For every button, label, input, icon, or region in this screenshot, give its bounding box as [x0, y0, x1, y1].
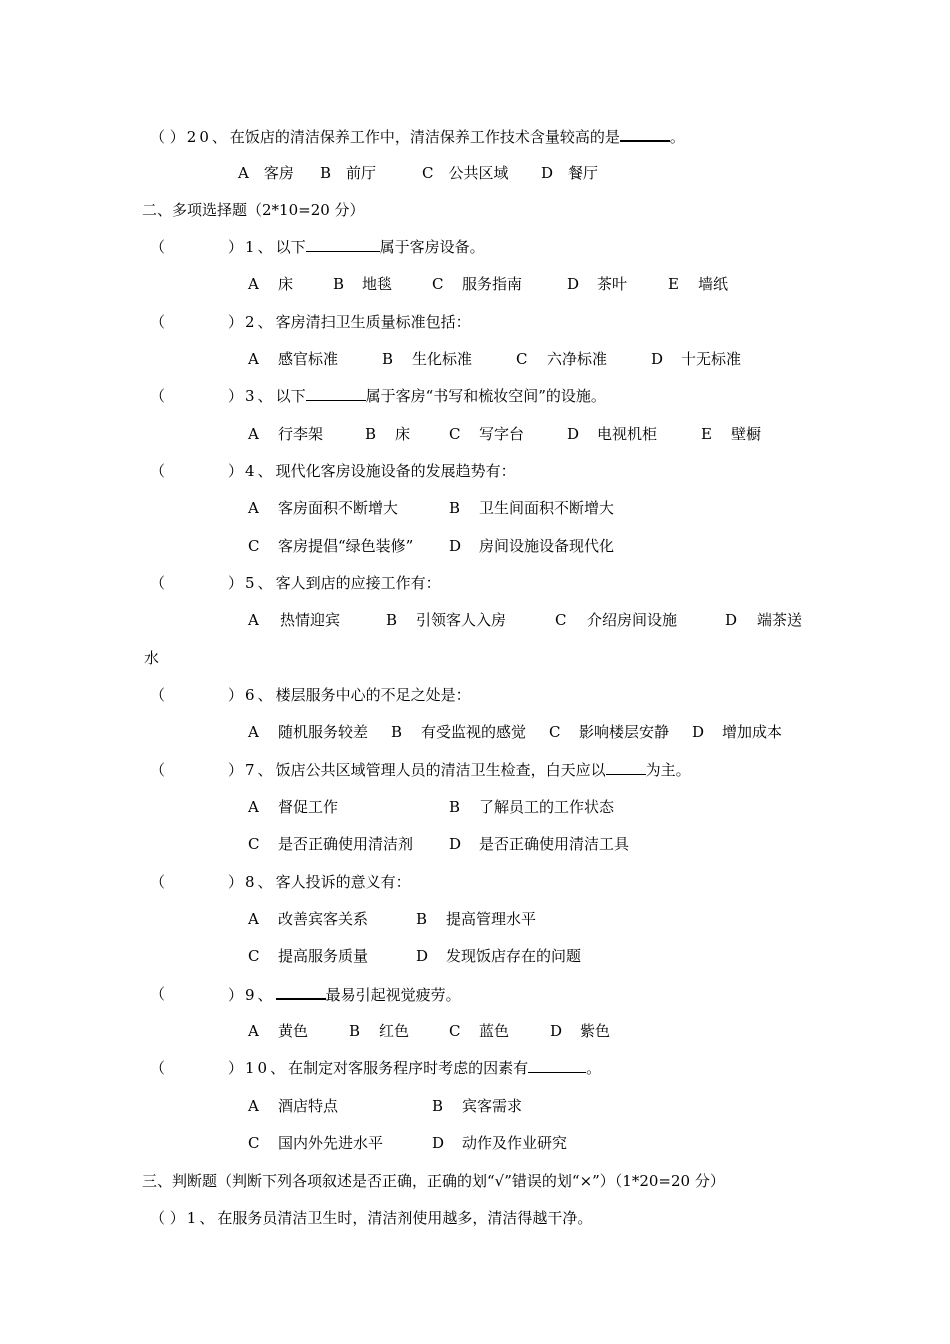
option-text: 是否正确使用清洁剂: [278, 835, 414, 853]
option-letter: D: [567, 425, 580, 443]
question-8: [228, 872, 411, 892]
option-text: 感官标准: [278, 350, 339, 368]
option-letter: B: [391, 723, 403, 741]
answer-paren: （ ）: [150, 128, 185, 146]
question-number: 20、: [186, 128, 230, 146]
answer-paren-close: ）: [228, 387, 244, 405]
question-text: 客人投诉的意义有：: [275, 873, 411, 891]
option-letter: A: [248, 611, 259, 629]
option-text-wrap: 水: [144, 649, 160, 667]
option-letter: D: [416, 947, 429, 965]
question-text: 属于客房“书写和梳妆空间”的设施。: [365, 387, 606, 405]
answer-paren-open: （: [150, 462, 166, 480]
option-letter: B: [432, 1097, 444, 1115]
question-text: 为主。: [645, 761, 691, 779]
option-text: 提高服务质量: [278, 947, 369, 965]
judge-question-1: [150, 1208, 592, 1228]
option-text: 房间设施设备现代化: [479, 537, 615, 555]
option-letter: A: [248, 1097, 259, 1115]
option-letter: D: [725, 611, 738, 629]
option-text: 提高管理水平: [446, 910, 537, 928]
answer-paren-open: （: [150, 574, 166, 592]
option-letter: C: [516, 350, 528, 368]
answer-paren-open: （: [150, 238, 166, 256]
answer-blank: [306, 237, 380, 252]
answer-paren-close: ）: [228, 761, 244, 779]
answer-paren-close: ）: [228, 986, 244, 1004]
option-letter: C: [449, 1022, 461, 1040]
answer-blank: [276, 984, 326, 1000]
question-number: 10、: [245, 1059, 289, 1077]
question-number: 1、: [186, 1209, 218, 1227]
option-text: 地毯: [362, 275, 393, 293]
option-a: A 客房: [238, 164, 294, 182]
question-text: 属于客房设备。: [379, 238, 485, 256]
answer-paren: （ ）: [150, 1209, 185, 1227]
option-letter: D: [651, 350, 664, 368]
option-letter: B: [416, 910, 428, 928]
option-letter: A: [248, 275, 259, 293]
answer-blank: [306, 386, 366, 401]
option-text: 引领客人入房: [416, 611, 507, 629]
option-text: 客房提倡“绿色装修”: [278, 537, 414, 555]
question-text: 客人到店的应接工作有：: [275, 574, 441, 592]
option-letter: D: [449, 835, 462, 853]
option-text: 六净标准: [547, 350, 608, 368]
option-letter: B: [382, 350, 394, 368]
answer-blank: [528, 1058, 586, 1073]
answer-blank: [606, 760, 646, 775]
option-letter: D: [550, 1022, 563, 1040]
option-b: B 前厅: [320, 164, 377, 182]
option-letter: A: [248, 798, 259, 816]
option-text: 发现饭店存在的问题: [446, 947, 582, 965]
option-letter: B: [449, 798, 461, 816]
question-stem: 在饭店的清洁保养工作中，清洁保养工作技术含量较高的是: [229, 128, 620, 146]
option-letter: A: [248, 350, 259, 368]
option-text: 是否正确使用清洁工具: [479, 835, 630, 853]
answer-paren-open: （: [150, 313, 166, 331]
option-text: 客房面积不断增大: [278, 499, 399, 517]
answer-paren-open: （: [150, 1059, 166, 1077]
option-letter: B: [386, 611, 398, 629]
option-letter: C: [248, 947, 260, 965]
answer-paren-close: ）: [228, 313, 244, 331]
option-letter: D: [449, 537, 462, 555]
option-letter: C: [432, 275, 444, 293]
option-letter: A: [248, 1022, 259, 1040]
answer-paren-open: （: [150, 387, 166, 405]
question-end: 。: [669, 128, 685, 146]
option-text: 十无标准: [681, 350, 742, 368]
answer-paren-open: （: [150, 985, 166, 1003]
question-number: 6、: [245, 686, 276, 704]
question-text: 楼层服务中心的不足之处是：: [275, 686, 471, 704]
option-text: 床: [395, 425, 411, 443]
option-text: 有受监视的感觉: [421, 723, 527, 741]
option-letter: A: [248, 425, 259, 443]
option-letter: D: [432, 1134, 445, 1152]
answer-paren-close: ）: [228, 686, 244, 704]
question-text: 以下: [275, 238, 306, 256]
section-title: 二、多项选择题（2*10=20 分）: [142, 201, 365, 219]
option-text: 行李架: [278, 425, 324, 443]
answer-paren-open: （: [150, 761, 166, 779]
option-letter: C: [248, 537, 260, 555]
answer-paren-open: （: [150, 873, 166, 891]
option-text: 电视机柜: [597, 425, 658, 443]
question-number: 8、: [245, 873, 276, 891]
option-text: 督促工作: [278, 798, 339, 816]
section-title: 三、判断题（判断下列各项叙述是否正确，正确的划“√”错误的划“×”）（1*20=20 分）: [142, 1172, 725, 1190]
option-letter: D: [692, 723, 705, 741]
option-text: 增加成本: [722, 723, 783, 741]
answer-paren-close: ）: [228, 238, 244, 256]
option-text: 介绍房间设施: [587, 611, 678, 629]
answer-paren-close: ）: [228, 873, 244, 891]
option-text: 随机服务较差: [278, 723, 369, 741]
option-letter: E: [668, 275, 679, 293]
question-text: 以下: [275, 387, 306, 405]
question-text: 。: [586, 1059, 602, 1077]
option-letter: A: [248, 910, 259, 928]
question-text: 饭店公共区域管理人员的清洁卫生检查，白天应以: [275, 761, 606, 779]
option-text: 红色: [379, 1022, 410, 1040]
question-text: 最易引起视觉疲劳。: [325, 986, 461, 1004]
question-4: [228, 461, 516, 481]
answer-blank: [620, 126, 670, 142]
option-text: 黄色: [278, 1022, 309, 1040]
option-letter: C: [248, 835, 260, 853]
question-number: 7、: [245, 761, 276, 779]
question-number: 9、: [245, 986, 276, 1004]
option-text: 国内外先进水平: [278, 1134, 384, 1152]
option-letter: B: [349, 1022, 361, 1040]
option-c: C 公共区域: [422, 164, 509, 182]
option-letter: A: [248, 723, 259, 741]
question-5: [228, 573, 441, 593]
option-text: 改善宾客关系: [278, 910, 369, 928]
question-7: [228, 760, 691, 780]
question-2: [228, 312, 471, 332]
question-text: 客房清扫卫生质量标准包括：: [275, 313, 471, 331]
option-text: 影响楼层安静: [579, 723, 670, 741]
option-letter: B: [365, 425, 377, 443]
option-text: 服务指南: [462, 275, 523, 293]
option-text: 热情迎宾: [280, 611, 341, 629]
option-letter: D: [567, 275, 580, 293]
option-text: 茶叶: [597, 275, 628, 293]
question-text: 在服务员清洁卫生时，清洁剂使用越多，清洁得越干净。: [217, 1209, 593, 1227]
option-text: 生化标准: [412, 350, 473, 368]
option-text: 写字台: [479, 425, 525, 443]
option-letter: B: [449, 499, 461, 517]
question-text: 在制定对客服务程序时考虑的因素有: [288, 1059, 529, 1077]
question-9: [228, 984, 461, 1005]
option-d: D 餐厅: [541, 164, 599, 182]
option-text: 床: [278, 275, 294, 293]
answer-paren-close: ）: [228, 1059, 244, 1077]
question-number: 1、: [245, 238, 276, 256]
question-20: [150, 126, 685, 147]
answer-paren-open: （: [150, 686, 166, 704]
option-letter: C: [555, 611, 567, 629]
question-3: [228, 386, 606, 406]
option-letter: C: [248, 1134, 260, 1152]
question-number: 5、: [245, 574, 276, 592]
option-text: 动作及作业研究: [462, 1134, 568, 1152]
option-text: 紫色: [580, 1022, 611, 1040]
question-text: 现代化客房设施设备的发展趋势有：: [275, 462, 516, 480]
question-6: [228, 685, 471, 705]
option-text: 卫生间面积不断增大: [479, 499, 615, 517]
question-1: [228, 237, 485, 257]
option-letter: C: [449, 425, 461, 443]
option-text: 端茶送: [757, 611, 803, 629]
option-text: 酒店特点: [278, 1097, 339, 1115]
question-10: [228, 1058, 601, 1078]
answer-paren-close: ）: [228, 462, 244, 480]
question-number: 4、: [245, 462, 276, 480]
option-text: 墙纸: [698, 275, 729, 293]
option-text: 壁橱: [731, 425, 762, 443]
option-letter: A: [248, 499, 259, 517]
option-text: 了解员工的工作状态: [479, 798, 615, 816]
option-text: 宾客需求: [462, 1097, 523, 1115]
option-letter: B: [333, 275, 345, 293]
option-text: 蓝色: [479, 1022, 510, 1040]
question-number: 2、: [245, 313, 276, 331]
answer-paren-close: ）: [228, 574, 244, 592]
option-letter: C: [549, 723, 561, 741]
question-number: 3、: [245, 387, 276, 405]
option-letter: E: [701, 425, 712, 443]
